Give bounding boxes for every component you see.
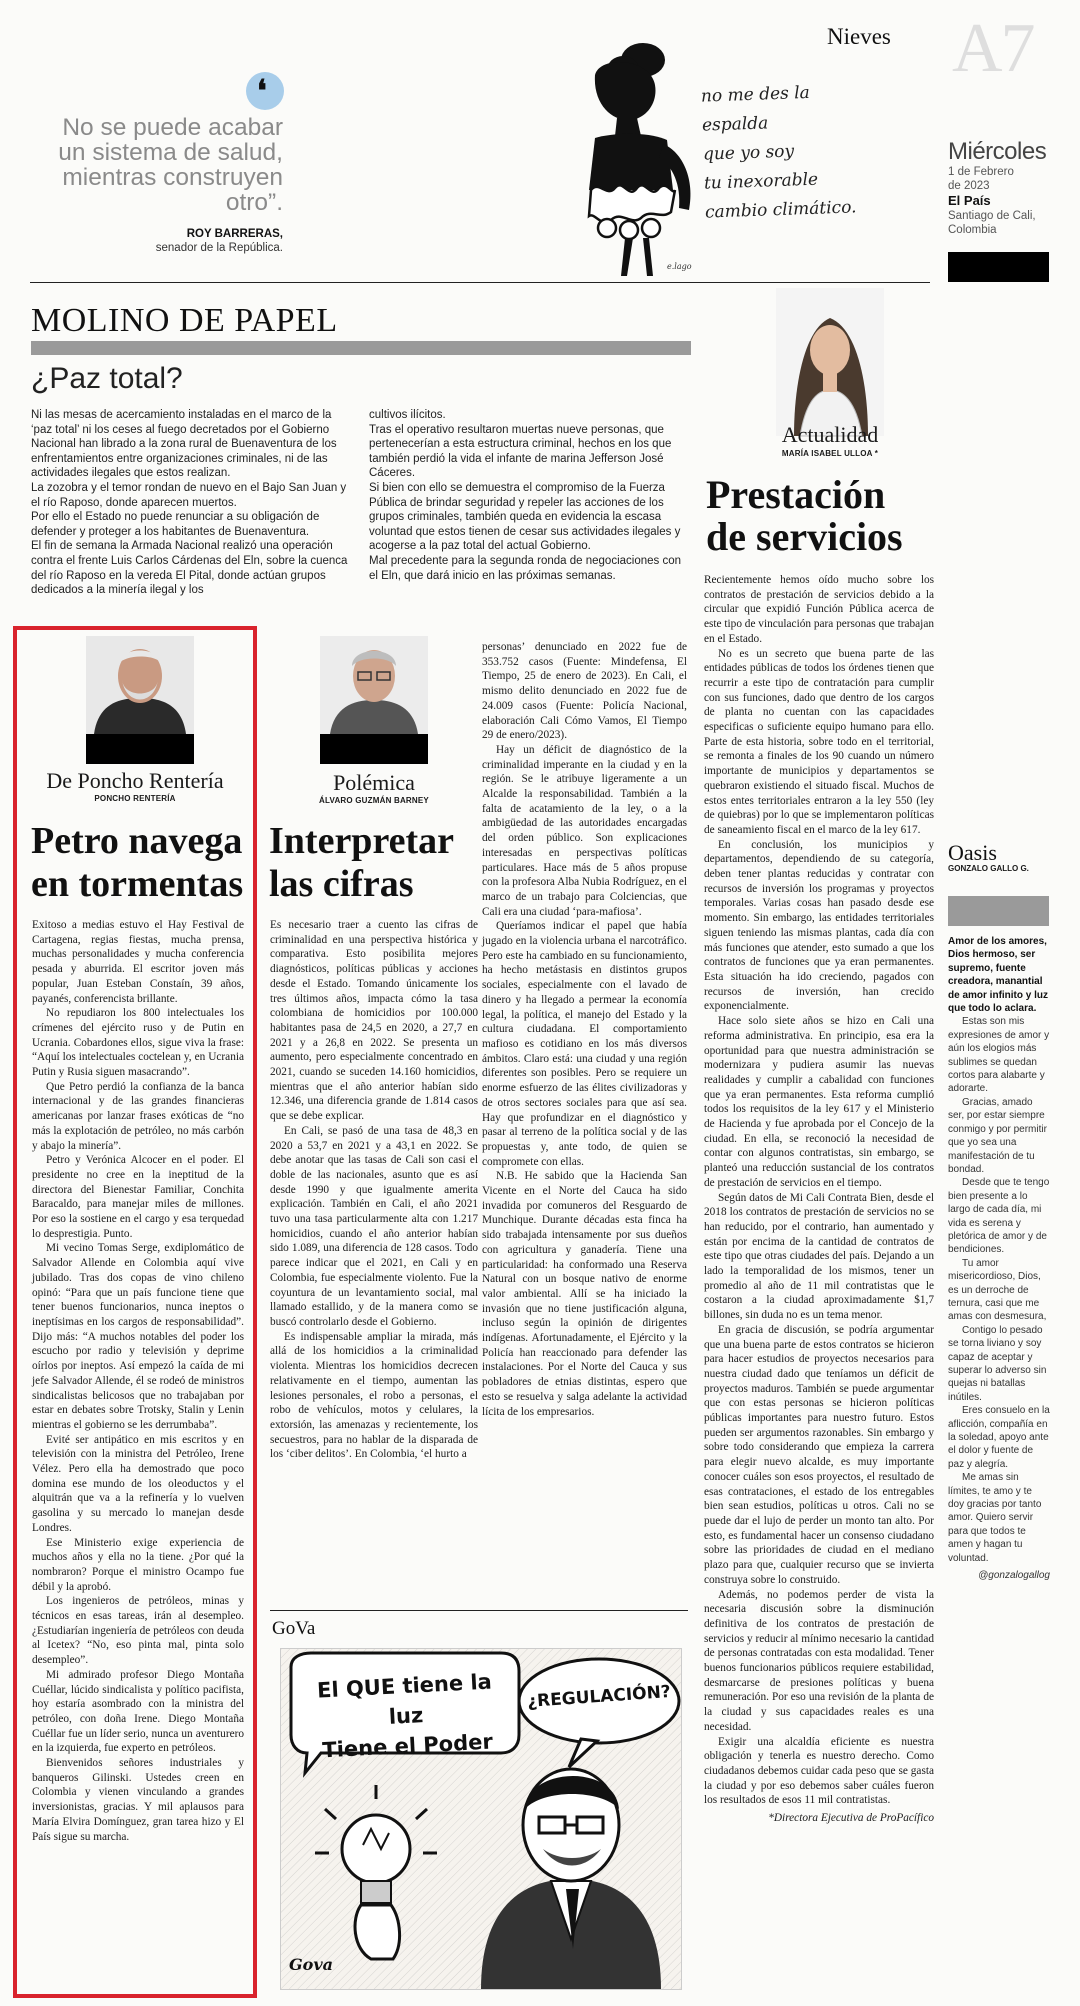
header-black-box bbox=[948, 252, 1049, 282]
newspaper-name: El País bbox=[948, 193, 991, 208]
headline-line: de servicios bbox=[706, 514, 903, 559]
cartoon-handwritten-text bbox=[701, 77, 857, 227]
issue-date-line1: 1 de Febrero bbox=[948, 166, 1014, 178]
issue-date-line2: de 2023 bbox=[948, 180, 990, 192]
bubble-line: El QUE tiene la luz bbox=[316, 1669, 493, 1729]
paragraph: Además, no podemos perder de vista la necesaria discusión sobre la disminución definitiva de los contratos de prestación de servicios y reducir al mínimo necesario la cantidad de personas contratadas con esta modalidad. Tener buenos funcionarios públicos requiere estabilidad, desmarcarse de presiones políticas y buena remuneración. Por eso una revisión de la planta de la ciudad y sus capacidades reales es una necesidad. bbox=[704, 1588, 934, 1733]
paragraph: No repudiaron los 800 intelectuales los crímenes del ejército ruso y de Putin en Ucrania. Cobardones ellos, sigue viva la frase: “Aquí los intelectuales coctelean y, en Ucrania Putin y Rusia siguen masacrando”. bbox=[32, 1007, 244, 1079]
top-cartoon bbox=[555, 40, 895, 280]
paragraph: No es un secreto que buena parte de las entidades públicas de todos los órdenes tienen que recurrir a este tipo de contratación para cumplir con sus funciones, dado que dentro de los cargos de planta no cuentan con las capacidades especificas o suficiente equipo humano para ello. Parte de esta historia, sobre todo en el territorial, se remonta a finales de los 90 cuando un número importante de municipios y departamentos se quebraron existiendo el situado fiscal. Muchos de estos entes territoriales entraron a la ley 550 (ley de quiebras) por lo que se implementaron políticas de saneamiento fiscal en el marco de la ley 617. bbox=[704, 647, 934, 836]
ulloa-photo bbox=[776, 288, 884, 436]
paragraph: En gracia de discusión, se podría argumentar que una buena parte de estos contratos se hicieron para hacer estudios de proyectos necesarios para nuestra ciudad dado que teníamos un déficit de proyectos maduros. También se puede argumentar que con estas personas se hicieron políticas públicas importantes para nuestro futuro. Estos pueden ser argumentos razonables. Sin embargo y sobre todo considerando que empieza la carrera para elegir nuevo alcalde, es muy importante conocer cuáles son esos proyectos, el resultado de esas contrataciones, el estado de los entregables bien sean estudios, políticas u otros. Cali no se puede dar el lujo de perder un monto tan alto. Por esto, es fundamental hacer un consenso ciudadano sobre las prioridades de ciudad en el mediano plazo para que, cualquier recurso que se invierta construya sobre lo construido. bbox=[704, 1323, 934, 1586]
cartoon-signature: e.lago bbox=[667, 262, 692, 271]
oasis-paragraph: Estas son mis expresiones de amor y aún los elogios más sublimes se quedan cortos para alabarte y adorarte. bbox=[948, 1016, 1050, 1095]
guzman-photo bbox=[320, 636, 428, 734]
paragraph: Según datos de Mi Cali Contrata Bien, desde el 2018 los contratos de prestación de servicios no se han reducido, por el contrario, han aumentado y están por encima de la cantidad de contratos de este tipo que otras ciudades del país. Dejando a un lado la temporalidad de los mismos, tener un promedio al año de 11 mil contratistas que le costaron a la ciudad aproximadamente $1,7 billones, sin duda no es un tema menor. bbox=[704, 1191, 934, 1322]
headline-line: Petro navega bbox=[31, 820, 243, 862]
headline-line: Prestación bbox=[706, 472, 886, 517]
quote-icon: ❛ bbox=[246, 72, 284, 110]
oasis-gray-bar bbox=[948, 896, 1049, 926]
cartoon-line: tu inexorable bbox=[703, 169, 819, 194]
paragraph: personas’ denunciado en 2022 fue de 353.752 casos (Fuente: Mindefensa, El Tiempo, 25 de enero de 2023). En Cali, el mismo delito denunciado en 2022 fue de 24.009 casos (Fuente: Policía Nacional, elaboración Cali Cómo Vamos, El Tiempo 29 de enero/2023). bbox=[482, 641, 687, 742]
headline-line: las cifras bbox=[269, 863, 414, 905]
poncho-column-name: De Poncho Rentería bbox=[46, 768, 224, 793]
oasis-column-name: Oasis bbox=[948, 840, 997, 865]
poncho-author: PONCHO RENTERÍA bbox=[94, 794, 176, 803]
oasis-paragraph: Eres consuelo en la aflicción, compañía en la soledad, apoyo ante el dolor y fuente de paz y alegría. bbox=[948, 1405, 1050, 1470]
cartoon-line: cambio climático. bbox=[704, 197, 857, 223]
paragraph: Exitoso a medias estuvo el Hay Festival de Cartagena, regias fiestas, mucha prensa, muchas personalidades y mucha conferencia pesada y aburrida. El escritor joven más popular, Juan Esteban Constaín, 39 años, payanés, conferencista brillante. bbox=[32, 919, 244, 1005]
paragraph: Que Petro perdió la confianza de la banca internacional y de las grandes financieras americanas por lanzar frases exóticas de “no más la explotación de petróleo, no más carbón y abajo la minería”. bbox=[32, 1080, 244, 1152]
oasis-lead: Amor de los amores, Dios hermoso, ser supremo, fuente creadora, manantial de amor infinito y luz que todo lo aclara. bbox=[948, 936, 1049, 1015]
oasis-paragraph: Me amas sin límites, te amo y te doy gracias por tanto amor. Quiero servir para que todos te amen y hagan tu voluntad. bbox=[948, 1472, 1042, 1564]
section-name: Nieves bbox=[827, 24, 891, 49]
polemica-headline bbox=[269, 820, 454, 906]
oasis-paragraph: Tu amor misericordioso, Dios, es un derroche de ternura, casi que me amas con desmesura, bbox=[948, 1257, 1047, 1323]
oasis-paragraph: Gracias, amado ser, por estar siempre conmigo y por permitir que yo sea una manifestación de tu bondad. bbox=[948, 1096, 1047, 1175]
quote-line: un sistema de salud, bbox=[58, 139, 283, 166]
quote-line: No se puede acabar bbox=[62, 114, 283, 141]
polemica-author: ÁLVARO GUZMÁN BARNEY bbox=[319, 796, 429, 805]
paragraph: Los ingenieros de petróleos, minas y técnicos en esas tareas, irán al desempleo. ¿Estudiarían ingeniería de petróleos con deuda al Icetex? “No, eso pinta mal, pinta solo desempleo”. bbox=[32, 1595, 244, 1667]
molino-text-col1: Ni las mesas de acercamiento instaladas en el marco de la ‘paz total’ ni los ceses al fuego decretados por el Gobierno Nacional han librado a la zona rural de Buenaventura de los enfrentamientos entre organizaciones criminales, ni de las actividades ilegales que estos realizan. La zozobra y el temor rondan de nuevo en el Bajo San Juan y el río Raposo, donde aparecen muertos. Por ello el Estado no puede renunciar a su obligación de defender y proteger a los habitantes de Buenaventura. El fin de semana la Armada Nacional realizó una operación contra el frente Luis Carlos Cárdenas del Eln, sobre la cuenca del río Raposo en la vereda El Pital, donde actúan grupos dedicados a la minería ilegal y los bbox=[31, 409, 348, 597]
oasis-body bbox=[948, 935, 1050, 1695]
actualidad-article-body bbox=[704, 573, 934, 1825]
headline-line: Interpretar bbox=[269, 820, 455, 862]
paragraph: Mi admirado profesor Diego Montaña Cuéllar, lúcido sindicalista y político pacifista, hoy estaría asombrado con la ministra del petróleo, con doña Irene. Diego Montaña Cuéllar fue un líder serio, nunca un aventurero en la izquierda, fue experto en petróleos. bbox=[32, 1668, 244, 1755]
quote-line: otro”. bbox=[225, 189, 283, 216]
gova-signature: Gova bbox=[289, 1955, 333, 1974]
city-line1: Santiago de Cali, bbox=[948, 210, 1036, 222]
page-number: A7 bbox=[952, 10, 1034, 87]
poncho-article-body bbox=[32, 918, 244, 1984]
oasis-paragraph: Contigo lo pesado se torna liviano y soy capaz de aceptar y superar lo adverso sin quejas ni batallas inútiles. bbox=[948, 1324, 1047, 1403]
molino-gray-bar bbox=[31, 341, 691, 355]
quote-author-role: senador de la República. bbox=[155, 242, 283, 254]
poncho-photo-black-bar bbox=[86, 734, 194, 764]
molino-title: ¿Paz total? bbox=[31, 362, 183, 395]
cartoon-line: espalda bbox=[701, 113, 769, 136]
paragraph: Evité ser antipático en mis escritos y en televisión con la ministra del Petróleo, Irene Vélez. Pero ella ha demostrado que poco domina ese mundo de los oleoductos y el alquitrán que va a la refinería y lo vuelven gasolina y su mercado lo manejan desde Londres. bbox=[32, 1433, 244, 1534]
paragraph: Hace solo siete años se hizo en Cali una reforma administrativa. En principio, esa era la oportunidad para que nuestra administración se modernizara y pudiera asumir las nuevas realidades y cumplir a cabalidad con funciones que ya eran permanentes. Esta reforma cumplió todos los requisitos de la ley 617 y el Ministerio de Hacienda y fue aprobada por el Concejo de la ciudad. En ella, se reconoció la necesidad de contar con algunos contratistas, sin embargo, se planteó una reducción sustancial de los contratos de prestación de servicios en el tiempo. bbox=[704, 1015, 934, 1189]
paragraph: En conclusión, los municipios y departamentos, dependiendo de su categoría, deben tener plantas reducidas y contratar con recursos de inversión los programas y proyectos temporales. Varias cosas han pasado desde ese momento. Sin embargo, las entidades territoriales siguen teniendo las mismas plantas, cada día con más funciones que atender, esto sumado a que los contratos de funciones que ya eran permanentes. Esta situación ha ido creciendo, pagados con recursos de inversión, han crecido exponencialmente. bbox=[704, 838, 934, 1013]
paragraph: N.B. He sabido que la Hacienda San Vicente en el Norte del Cauca ha sido invadida por comuneros del Resguardo de Munchique. Durante décadas esta finca ha sido trabajada intensamente por sus dueños con agricultura y ganadería. Tiene una particularidad: ha conformado una Reserva Natural con un bosque nativo de enorme valor ambiental. Allí se ha iniciado la invasión que no tiene justificación alguna, incluso según la opinión de dirigentes indígenas. Afortunadamente, el Ejército y la Policía han reaccionado para defender las instalaciones. Por el Norte del Cauca y sus pobladores de etnias distintas, espero que esto se resuelva y salga adelante la actividad lícita de los empresarios. bbox=[482, 1170, 687, 1418]
paragraph: Ese Ministerio exige experiencia de muchos años y ella no la tiene. ¿Por qué la nombraron? Porque el ministro Ocampo fue débil y la aprobó. bbox=[32, 1536, 244, 1593]
paragraph: Bienvenidos señores industriales y banqueros Gilinski. Ustedes creen en Colombia y vienen vinculando a grandes inversionistas, gracias. Y mil aplausos para María Elvira Domínguez, gran tarea hizo y El País sigue su marcha. bbox=[32, 1757, 244, 1843]
gova-label: GoVa bbox=[272, 1618, 316, 1639]
oasis-paragraph: Desde que te tengo bien presente a lo largo de cada día, mi vida es serena y pletórica de amor y de bendiciones. bbox=[948, 1177, 1050, 1256]
actualidad-headline bbox=[706, 474, 903, 558]
headline-line: en tormentas bbox=[31, 863, 244, 905]
paragraph: Mi vecino Tomas Serge, exdiplomático de Salvador Allende en Colombia aquí vive jubilado. Tras dos copas de vino chileno opinó: “Para que un país funcione tiene que tener buenos funcionarios, nunca ineptos o ineptísimas en los cargos de responsabilidad”. Dijo más: “A muchos notables del poder los escucho por radio y televisión y deprime oírlos por ineptos. Así empezó la caída de mi jefe Salvador Allende, él se rodeó de ministros sindicalistas belicosos que no trabajaban por estar en debates sobre Trotsky, Stalin y Lenin mientras el gobierno se les derrumbaba”. bbox=[32, 1242, 244, 1431]
paragraph: Petro y Verónica Alcocer en el poder. El presidente no cree en la ineptitud de la directora del Bienestar Familiar, Conchita Baracaldo, para manejar miles de millones. Por eso la sostiene en el cargo y esa terquedad lo desprestigia. Punto. bbox=[32, 1154, 244, 1240]
actualidad-column-name: Actualidad bbox=[781, 422, 879, 447]
poncho-photo bbox=[86, 636, 194, 734]
actualidad-author: MARÍA ISABEL ULLOA * bbox=[781, 449, 879, 458]
molino-section-title: MOLINO DE PAPEL bbox=[31, 302, 338, 339]
quote-author: ROY BARRERAS, bbox=[186, 228, 283, 240]
guzman-photo-black-bar bbox=[320, 734, 428, 764]
gova-cartoon bbox=[280, 1648, 682, 1990]
quote-line: mientras construyen bbox=[62, 164, 283, 191]
city-line2: Colombia bbox=[948, 224, 997, 236]
bubble-line: Tiene el Poder bbox=[321, 1729, 494, 1763]
quote-text bbox=[58, 115, 283, 215]
polemica-column-name: Polémica bbox=[333, 770, 415, 795]
paragraph: Exigir una alcaldía eficiente es nuestra obligación y tenerla es nuestro derecho. Como ciudadanos debemos cuidar cada peso que se gasta la ciudad y por eso debemos saber cuáles fueron los resultados de esos 11 mil contratistas. bbox=[704, 1735, 934, 1807]
issue-day: Miércoles bbox=[948, 138, 1047, 165]
oasis-signature: @gonzalogallog bbox=[978, 1570, 1050, 1582]
paragraph: Es necesario traer a cuento las cifras de criminalidad en una perspectiva histórica y comparativa. Esto posibilita mejores diagnósticos, políticas públicas y acciones desde el Estado. Tomando únicamente los tres últimos años, impacta cómo la tasa colombiana de homicidios por 100.000 habitantes pasa de 24,5 en 2020, a 27,7 en 2021 y a 26,8 en 2022. Se presenta un aumento, pero especialmente concentrado en 2021, cuando se suceden 14.160 homicidios, mientras que el año anterior habían sido 12.346, una diferencia grande de 1.814 casos que se debe explicar. bbox=[270, 919, 478, 1123]
paragraph: Es indispensable ampliar la mirada, más allá de los homicidios a la criminalidad violenta. Mientras los homicidios decrecen relativamente en el tiempo, aumentan las lesiones personales, el robo a personas, el robo de vehículos, motos y celulares, la extorsión, las amenazas y recientemente, los secuestros, para no hablar de la disparada de los ‘ciber delitos’. En Colombia, ‘el hurto a bbox=[270, 1330, 478, 1461]
molino-text-col2: cultivos ilícitos. Tras el operativo resultaron muertas nueve personas, que pertenecerían a esta estructura criminal, hechos en los que también perdió la vida el infante de marina Jefferson José Cáceres. Si bien con ello se demuestra el compromiso de la Fuerza Pública de brindar seguridad y repeler las acciones de los grupos criminales, también queda en evidencia la escasa voluntad que estos tienen de cesar sus actividades ilegales y acogerse a la paz total del actual Gobierno. Mal precedente para la segunda ronda de negociaciones con el Eln, que dará inicio en las próximas semanas. bbox=[369, 409, 681, 582]
cartoon-line: no me des la bbox=[700, 82, 811, 107]
paragraph: Recientemente hemos oído mucho sobre los contratos de prestación de servicios debido a la circular que expidió Función Pública acerca de este tipo de vinculación para personas que trabajan en el Estado. bbox=[704, 574, 934, 645]
paragraph: Hay un déficit de diagnóstico de la criminalidad imperante en la ciudad y en la región. Se le atribuye ligeramente a un Alcalde la responsabilidad. También a la falta de acatamiento de la ley, o a la ambigüedad de las autoridades encargadas del orden público. Son explicaciones interesadas en perspectivas políticas particulares. Hace más de 5 años propuse con la profesora Alba Nubia Rodríguez, en el marco de un trabajo para Colciencias, que Cali era una ciudad ‘para-mafiosa’. bbox=[482, 743, 687, 918]
poncho-headline bbox=[31, 820, 243, 906]
oasis-author: GONZALO GALLO G. bbox=[948, 864, 1029, 873]
actualidad-footnote: *Directora Ejecutiva de ProPacífico bbox=[768, 1812, 934, 1825]
gova-divider bbox=[270, 1610, 688, 1611]
cartoon-line: que yo soy bbox=[702, 141, 795, 165]
gova-bubble1-text bbox=[297, 1665, 515, 1766]
header-divider bbox=[30, 282, 930, 283]
polemica-body-col2 bbox=[482, 640, 687, 1603]
paragraph: Queríamos indicar el papel que había jugado en la violencia urbana el narcotráfico. Pero este ha cambiado en su funcionamiento, ha hecho metástasis en distintos grupos sociales, especialmente con el lavado de dinero y ha llegado a permear la economía legal, la política, el manejo del Estado y la cultura ciudadana. El comportamiento mafioso es cotidiano en los más diversos ámbitos. Claro está: una ciudad y una región diferentes son posibles. Pero se requiere un enorme esfuerzo de las élites civilizadoras y de otros sectores sociales para que así sea. Hay que profundizar en el diagnóstico y pasar al terreno de la política social y de las propuestas y, ante todo, de quien se compromete con ellas. bbox=[482, 920, 687, 1168]
woman-silhouette-illustration bbox=[555, 40, 705, 280]
polemica-body-col1 bbox=[270, 918, 478, 1603]
gova-bubble2-text: ¿REGULACIÓN? bbox=[526, 1682, 672, 1712]
paragraph: En Cali, se pasó de una tasa de 48,3 en 2020 a 53,7 en 2021 y a 43,1 en 2022. Se debe anotar que las tasas de Cali son casi el doble de las nacionales, asunto que es así desde 1990 y que igualmente amerita explicación. También en Cali, el año 2021 tuvo una tasa particularmente alta con 1.217 homicidios, cuando el año anterior habían sido 1.089, una diferencia de 128 casos. Todo parece indicar que el 2021, en Cali y en Colombia, fue especialmente violento. Fue la coyuntura de un levantamiento social, mal llamado estallido, y de la manera como se buscó controlarlo desde el Gobierno. bbox=[270, 1124, 478, 1328]
